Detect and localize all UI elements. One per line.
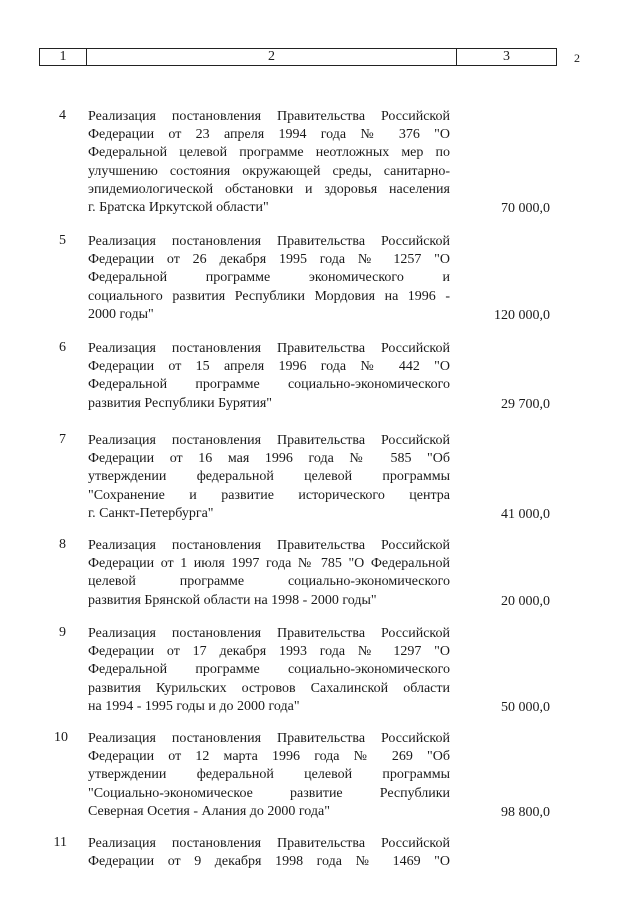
- description-line: Федерации от 23 апреля 1994 года № 376 "О: [88, 127, 450, 143]
- description-line: Реализация постановления Правительства Российской: [88, 626, 450, 641]
- item-amount: 70 000,0: [501, 201, 550, 216]
- item-number: 6: [59, 340, 66, 355]
- description-line: г. Братска Иркутской области": [88, 200, 269, 216]
- item-description: [88, 340, 450, 413]
- description-line: Реализация постановления Правительства Российской: [88, 433, 450, 448]
- description-line: Федерации от 1 июля 1997 года № 785 "О Федеральной: [88, 556, 450, 572]
- item-description: [88, 108, 450, 217]
- column-header-2: 2: [87, 49, 457, 65]
- item-amount: 120 000,0: [494, 307, 550, 323]
- description-line: развития Курильских островов Сахалинской области: [88, 680, 450, 696]
- description-line: Федерации от 9 декабря 1998 года № 1469 "О: [88, 854, 450, 870]
- item-description: [88, 625, 450, 716]
- column-header-1: 1: [40, 49, 87, 65]
- item-number: 7: [59, 432, 66, 447]
- description-line: развития Брянской области на 1998 - 2000 годы": [88, 592, 377, 608]
- description-line: Федерации от 26 декабря 1995 года № 1257 "О: [88, 252, 450, 268]
- description-line: Федерации от 16 мая 1996 года № 585 "Об: [88, 451, 450, 467]
- item-number: 8: [59, 537, 66, 552]
- description-line: Северная Осетия - Алания до 2000 года": [88, 803, 330, 819]
- description-line: г. Санкт-Петербурга": [88, 505, 214, 521]
- description-line: 2000 годы": [88, 306, 154, 322]
- description-line: Федеральной программе социально-экономического: [88, 662, 450, 678]
- item-amount: 50 000,0: [501, 699, 550, 715]
- description-line: Реализация постановления Правительства Российской: [88, 109, 450, 124]
- item-description: [88, 537, 450, 610]
- item-amount: 41 000,0: [501, 506, 550, 522]
- description-line: на 1994 - 1995 годы и до 2000 года": [88, 698, 300, 714]
- description-line: Федерации от 17 декабря 1993 года № 1297 "О: [88, 644, 450, 660]
- description-line: Реализация постановления Правительства Российской: [88, 538, 450, 553]
- description-line: Федеральной программе экономического и: [88, 270, 450, 286]
- item-number: 9: [59, 625, 66, 640]
- item-amount: 98 800,0: [501, 804, 550, 820]
- item-description: [88, 233, 450, 324]
- description-line: Реализация постановления Правительства Российской: [88, 341, 450, 356]
- description-line: "Социально-экономическое развитие Республики: [88, 785, 450, 801]
- description-line: социального развития Республики Мордовия на 1996 -: [88, 288, 450, 304]
- description-line: Федеральной программе социально-экономического: [88, 377, 450, 393]
- item-amount: 29 700,0: [501, 396, 550, 412]
- column-header-table: [39, 48, 557, 66]
- item-description: [88, 835, 450, 871]
- description-line: развития Республики Бурятия": [88, 395, 273, 411]
- item-number: 10: [54, 730, 68, 745]
- description-line: утверждении федеральной целевой программы: [88, 469, 450, 485]
- description-line: Реализация постановления Правительства Российской: [88, 836, 450, 851]
- description-line: целевой программе социально-экономического: [88, 574, 450, 590]
- description-line: эпидемиологической обстановки и здоровья населения: [88, 181, 450, 197]
- item-amount: 20 000,0: [501, 593, 550, 609]
- description-line: Реализация постановления Правительства Российской: [88, 731, 450, 746]
- description-line: Федеральной целевой программе неотложных мер по: [88, 145, 450, 161]
- item-number: 5: [59, 233, 66, 248]
- description-line: улучшению состояния окружающей среды, санитарно-: [88, 163, 450, 179]
- page-number: 2: [574, 51, 580, 65]
- description-line: утверждении федеральной целевой программы: [88, 767, 450, 783]
- item-number: 11: [53, 835, 67, 850]
- description-line: "Сохранение и развитие исторического центра: [88, 487, 450, 503]
- item-description: [88, 730, 450, 821]
- description-line: Федерации от 15 апреля 1996 года № 442 "О: [88, 359, 450, 375]
- description-line: Федерации от 12 марта 1996 года № 269 "Об: [88, 749, 450, 765]
- column-header-3: 3: [503, 49, 510, 64]
- item-number: 4: [59, 108, 66, 123]
- item-description: [88, 432, 450, 523]
- description-line: Реализация постановления Правительства Российской: [88, 234, 450, 249]
